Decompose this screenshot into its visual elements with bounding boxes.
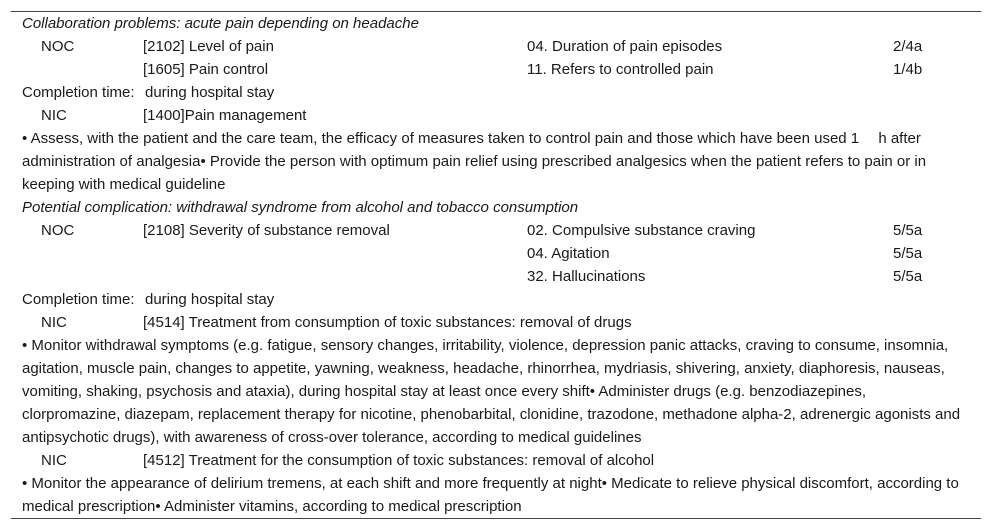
noc-indicator: 11. Refers to controlled pain — [527, 61, 714, 78]
nic-row — [11, 104, 981, 127]
completion-value: during hospital stay — [145, 84, 275, 101]
noc-score: 2/4a — [893, 38, 923, 55]
completion-label: Completion time: — [22, 84, 135, 101]
noc-code: [1605] Pain control — [143, 61, 269, 78]
nic-label: NIC — [41, 314, 67, 331]
care-plan-table — [11, 11, 981, 519]
nic-row — [11, 449, 981, 472]
noc-score: 5/5a — [893, 268, 923, 285]
completion-time-row — [11, 81, 981, 104]
noc-indicator: 04. Agitation — [527, 245, 610, 262]
nic-activities: • Assess, with the patient and the care team, the efficacy of measures taken to control pain and those which have been used 1 h after administration of analgesia• Provide the person with optimum pain relief using prescribed analgesics when the patient refers to pain or in keeping with medical guideline — [22, 130, 927, 193]
noc-indicator: 04. Duration of pain episodes — [527, 38, 723, 55]
completion-value: during hospital stay — [145, 291, 275, 308]
nic-activities: • Monitor withdrawal symptoms (e.g. fatigue, sensory changes, irritability, violence, depression panic attacks, craving to consume, insomnia, agitation, muscle pain, changes to appetite, yawning, weakness, headache, rhinorrhea, mydriasis, shivering, anxiety, diaphoresis, nauseas, vomiting, shaking, psychosis and ataxia), during hospital stay at least once every shift• Administer drugs (e.g. benzodiazepines, clorpromazine, diazepam, replacement therapy for nicotine, phenobarbital, clonidine, trazodone, methadone alpha-2, adrenergic agonists and antipsychotic drugs), with awareness of cross-over tolerance, according to medical guidelines — [22, 337, 961, 446]
noc-indicator: 32. Hallucinations — [527, 268, 646, 285]
nic-activities: • Monitor the appearance of delirium tremens, at each shift and more frequently at night• Medicate to relieve physical discomfort, according to medical prescription• Administer vitamins, according to medical prescription — [22, 475, 959, 515]
completion-label: Completion time: — [22, 291, 135, 308]
nic-label: NIC — [41, 452, 67, 469]
nic-row — [11, 311, 981, 334]
section-header-withdrawal: Potential complication: withdrawal syndrome from alcohol and tobacco consumption — [22, 199, 579, 216]
section-header-pain: Collaboration problems: acute pain depending on headache — [22, 15, 419, 32]
noc-row — [11, 35, 981, 58]
nic-label: NIC — [41, 107, 67, 124]
noc-score: 5/5a — [893, 222, 923, 239]
noc-indicator: 02. Compulsive substance craving — [527, 222, 756, 239]
noc-row — [11, 265, 981, 288]
noc-score: 5/5a — [893, 245, 923, 262]
noc-row — [11, 242, 981, 265]
nic-intervention: [1400]Pain management — [143, 107, 307, 124]
nic-intervention: [4514] Treatment from consumption of toxic substances: removal of drugs — [143, 314, 632, 331]
nic-intervention: [4512] Treatment for the consumption of toxic substances: removal of alcohol — [143, 452, 655, 469]
noc-score: 1/4b — [893, 61, 923, 78]
completion-time-row — [11, 288, 981, 311]
noc-code: [2108] Severity of substance removal — [143, 222, 390, 239]
noc-row — [11, 219, 981, 242]
noc-label: NOC — [41, 222, 75, 239]
noc-label: NOC — [41, 38, 75, 55]
noc-row — [11, 58, 981, 81]
noc-code: [2102] Level of pain — [143, 38, 274, 55]
